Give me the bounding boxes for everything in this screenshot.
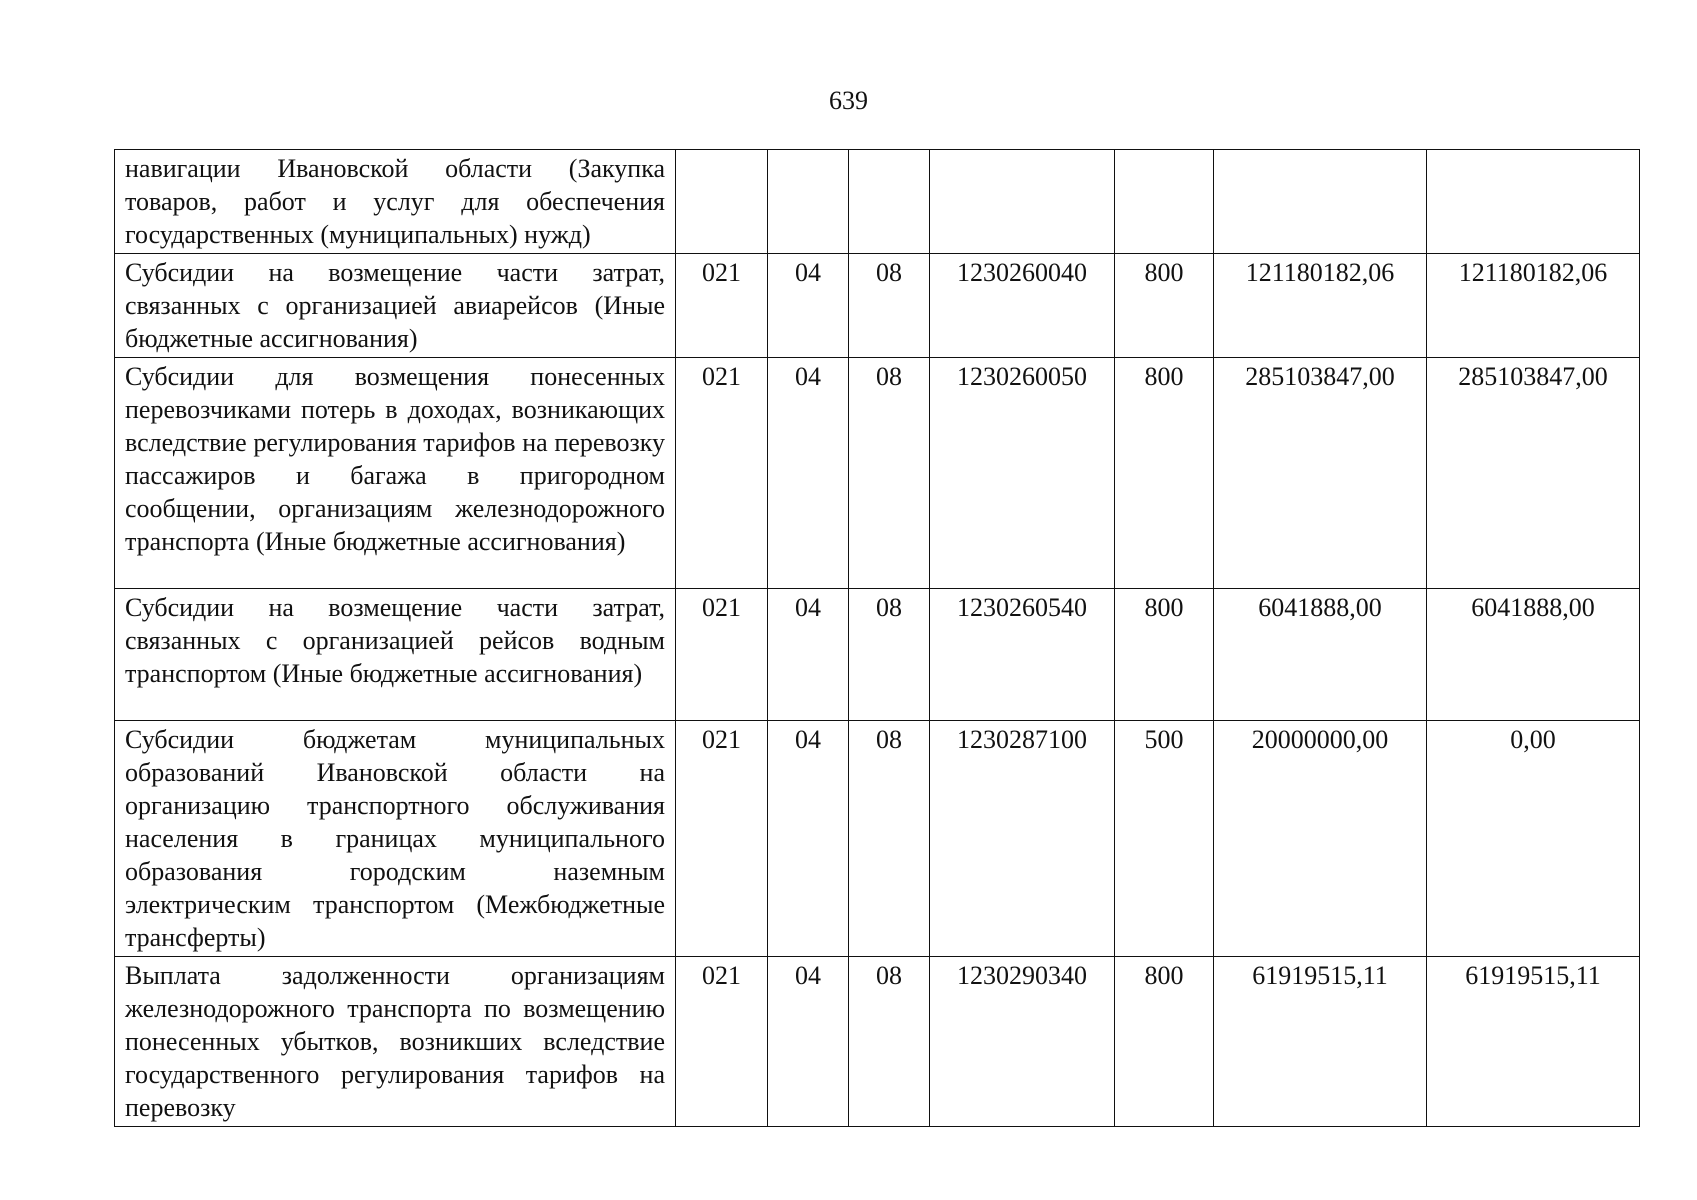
- row-amount-1: 121180182,06: [1214, 254, 1427, 358]
- row-target-article: 1230260540: [930, 589, 1115, 721]
- row-description: навигации Ивановской области (Закупка товаров, работ и услуг для обеспечения государственных (муниципальных) нужд): [115, 150, 676, 254]
- row-expense-type: 500: [1115, 721, 1214, 957]
- row-amount-2: 0,00: [1427, 721, 1640, 957]
- row-subsection-code: 08: [849, 254, 930, 358]
- row-subsection-code: 08: [849, 721, 930, 957]
- row-target-article: 1230260050: [930, 358, 1115, 589]
- row-amount-2: [1427, 150, 1640, 254]
- row-description: Субсидии бюджетам муниципальных образований Ивановской области на организацию транспортного обслуживания населения в границах муниципального образования городским наземным электрическим транспортом (Межбюджетные трансферты): [115, 721, 676, 957]
- row-section-code: 04: [768, 589, 849, 721]
- row-amount-1: 285103847,00: [1214, 358, 1427, 589]
- row-target-article: [930, 150, 1115, 254]
- budget-table: [114, 149, 1640, 1127]
- row-amount-2: 61919515,11: [1427, 957, 1640, 1127]
- row-expense-type: 800: [1115, 254, 1214, 358]
- row-amount-1: [1214, 150, 1427, 254]
- row-subsection-code: 08: [849, 957, 930, 1127]
- row-ministry-code: 021: [676, 358, 768, 589]
- row-description: Субсидии для возмещения понесенных перевозчиками потерь в доходах, возникающих вследствие регулирования тарифов на перевозку пассажиров и багажа в пригородном сообщении, организациям железнодорожного транспорта (Иные бюджетные ассигнования): [115, 358, 676, 589]
- row-description: Субсидии на возмещение части затрат, связанных с организацией авиарейсов (Иные бюджетные ассигнования): [115, 254, 676, 358]
- row-target-article: 1230290340: [930, 957, 1115, 1127]
- row-section-code: 04: [768, 254, 849, 358]
- row-expense-type: [1115, 150, 1214, 254]
- row-description: Субсидии на возмещение части затрат, связанных с организацией рейсов водным транспортом (Иные бюджетные ассигнования): [115, 589, 676, 721]
- row-amount-1: 61919515,11: [1214, 957, 1427, 1127]
- table-row: [115, 254, 1640, 358]
- row-subsection-code: 08: [849, 589, 930, 721]
- row-ministry-code: 021: [676, 957, 768, 1127]
- row-amount-2: 285103847,00: [1427, 358, 1640, 589]
- row-section-code: 04: [768, 957, 849, 1127]
- row-section-code: [768, 150, 849, 254]
- row-amount-2: 6041888,00: [1427, 589, 1640, 721]
- table-row: [115, 589, 1640, 721]
- row-amount-2: 121180182,06: [1427, 254, 1640, 358]
- row-target-article: 1230260040: [930, 254, 1115, 358]
- row-section-code: 04: [768, 721, 849, 957]
- row-ministry-code: [676, 150, 768, 254]
- row-expense-type: 800: [1115, 589, 1214, 721]
- row-expense-type: 800: [1115, 358, 1214, 589]
- table-row: [115, 721, 1640, 957]
- page-number: 639: [829, 86, 868, 115]
- table-row: [115, 150, 1640, 254]
- row-ministry-code: 021: [676, 721, 768, 957]
- row-amount-1: 6041888,00: [1214, 589, 1427, 721]
- row-expense-type: 800: [1115, 957, 1214, 1127]
- row-section-code: 04: [768, 358, 849, 589]
- row-ministry-code: 021: [676, 589, 768, 721]
- row-subsection-code: 08: [849, 358, 930, 589]
- row-subsection-code: [849, 150, 930, 254]
- table-row: [115, 957, 1640, 1127]
- table-row: [115, 358, 1640, 589]
- row-description: Выплата задолженности организациям железнодорожного транспорта по возмещению понесенных убытков, возникших вследствие государственного регулирования тарифов на перевозку: [115, 957, 676, 1127]
- row-ministry-code: 021: [676, 254, 768, 358]
- row-target-article: 1230287100: [930, 721, 1115, 957]
- row-amount-1: 20000000,00: [1214, 721, 1427, 957]
